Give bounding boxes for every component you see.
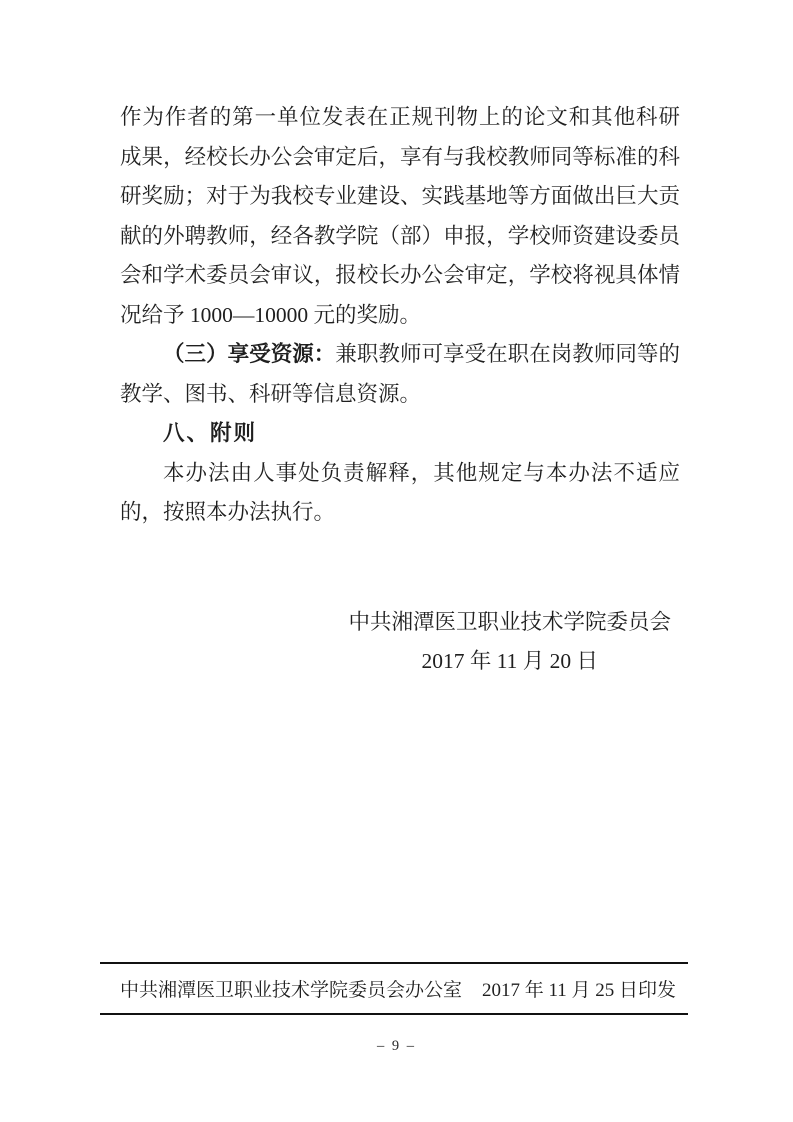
body-line xyxy=(120,177,680,217)
text-segment: 本办法由人事处负责解释，其他规定与本办法不适应 xyxy=(163,460,680,485)
body-line xyxy=(120,138,680,178)
body-line xyxy=(120,296,680,336)
text-segment: 会和学术委员会审议，报校长办公会审定，学校将视具体情 xyxy=(120,263,680,287)
body-line xyxy=(120,217,680,257)
footer-print-date: 2017 年 11 月 25 日印发 xyxy=(481,980,676,1001)
text-segment: 研奖励；对于为我校专业建设、实践基地等方面做出巨大贡 xyxy=(120,184,680,208)
body-line xyxy=(120,493,680,533)
signature-block xyxy=(348,603,671,681)
document-body xyxy=(120,98,680,533)
text-segment: 兼职教师可享受在职在岗教师同等的 xyxy=(335,342,680,366)
text-segment: 作为作者的第一单位发表在正规刊物上的论文和其他科研 xyxy=(120,105,680,129)
signature-committee: 中共湘潭医卫职业技术学院委员会 xyxy=(348,610,671,634)
body-line xyxy=(120,98,680,138)
body-line xyxy=(120,256,680,296)
body-line xyxy=(120,375,680,415)
body-line xyxy=(120,414,680,454)
text-segment: 教学、图书、科研等信息资源。 xyxy=(120,381,422,406)
body-line xyxy=(120,335,680,375)
text-segment: 八、附则 xyxy=(163,421,258,445)
text-segment: 成果，经校长办公会审定后，享有与我校教师同等标准的科 xyxy=(120,144,680,169)
footer xyxy=(100,962,688,1015)
page-number: – 9 – xyxy=(377,1038,416,1054)
text-segment: 献的外聘教师，经各教学院（部）申报，学校师资建设委员 xyxy=(120,223,680,248)
text-segment: （三）享受资源： xyxy=(163,342,336,366)
footer-office: 中共湘潭医卫职业技术学院委员会办公室 xyxy=(120,980,463,1001)
text-segment: 的，按照本办法执行。 xyxy=(120,500,336,524)
text-segment: 况给予 1000—10000 元的奖励。 xyxy=(120,302,422,327)
signature-date: 2017 年 11 月 20 日 xyxy=(421,649,599,673)
body-line xyxy=(120,454,680,494)
